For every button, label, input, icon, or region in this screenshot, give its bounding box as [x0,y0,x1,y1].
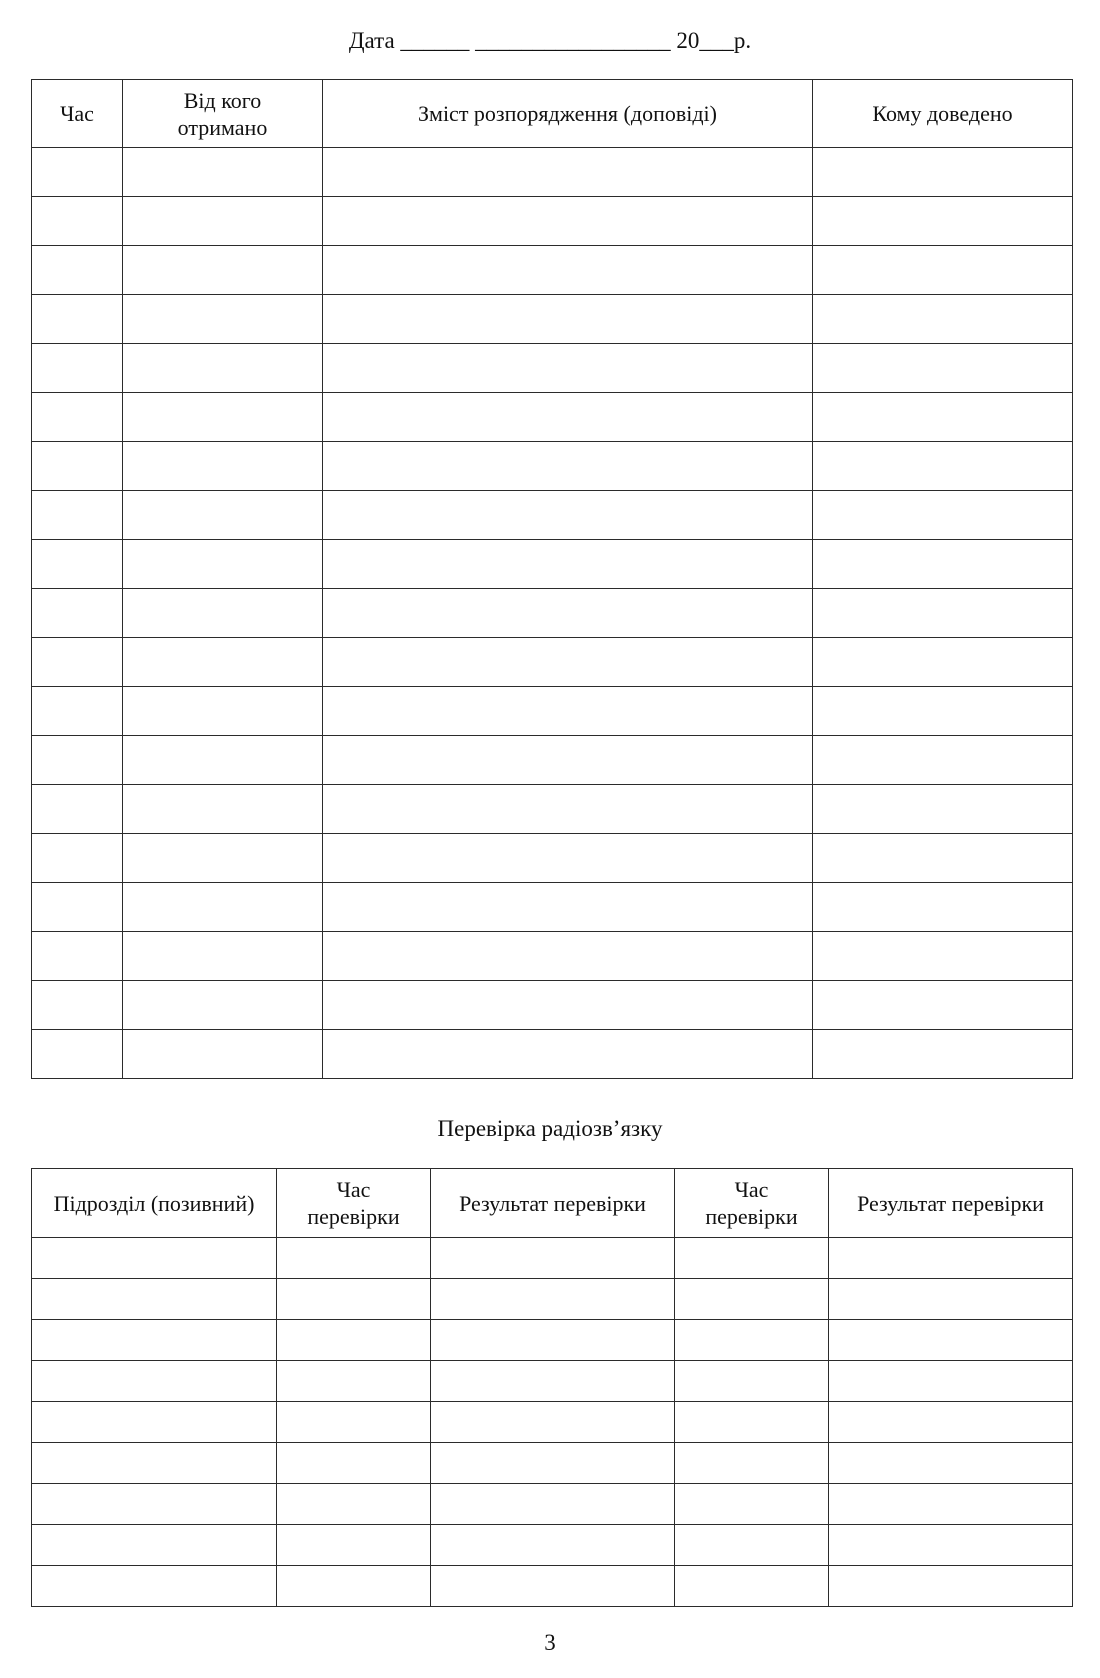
radio-table-row [32,1361,1073,1402]
radio-table-row [32,1238,1073,1279]
orders-table-row [32,148,1073,197]
orders-table-row [32,1030,1073,1079]
table-cell [431,1320,675,1361]
table-cell [323,638,813,687]
table-cell [829,1566,1073,1607]
table-cell [431,1238,675,1279]
radio-table-row [32,1484,1073,1525]
table-cell [32,932,123,981]
table-cell [813,393,1073,442]
table-cell [675,1361,829,1402]
table-cell [32,589,123,638]
orders-col-content: Зміст розпорядження (доповіді) [323,80,813,148]
table-cell [675,1279,829,1320]
table-cell [829,1238,1073,1279]
table-cell [675,1484,829,1525]
table-cell [323,932,813,981]
table-cell [32,442,123,491]
radio-col-unit-callsign: Підрозділ (позивний) [32,1169,277,1238]
table-cell [123,246,323,295]
table-cell [813,834,1073,883]
table-cell [323,883,813,932]
table-cell [323,540,813,589]
table-cell [323,197,813,246]
table-cell [829,1484,1073,1525]
table-cell [323,344,813,393]
table-cell [32,1030,123,1079]
table-cell [829,1402,1073,1443]
table-cell [32,785,123,834]
table-cell [32,834,123,883]
table-cell [123,148,323,197]
table-cell [123,442,323,491]
table-cell [32,1525,277,1566]
table-cell [323,393,813,442]
table-cell [32,736,123,785]
table-cell [813,295,1073,344]
orders-table-row [32,932,1073,981]
table-cell [32,393,123,442]
table-cell [32,1402,277,1443]
table-cell [323,981,813,1030]
table-cell [123,491,323,540]
table-cell [123,785,323,834]
table-cell [431,1402,675,1443]
radio-check-table [31,1168,1073,1607]
table-cell [675,1238,829,1279]
table-cell [277,1525,431,1566]
page-number: 3 [544,1630,556,1655]
table-cell [323,246,813,295]
table-cell [277,1484,431,1525]
table-cell [277,1361,431,1402]
table-cell [32,246,123,295]
table-cell [277,1402,431,1443]
table-cell [32,981,123,1030]
table-cell [32,491,123,540]
table-cell [123,638,323,687]
orders-col-delivered-to: Кому доведено [813,80,1073,148]
radio-table-row [32,1566,1073,1607]
orders-table-row [32,491,1073,540]
orders-table-row [32,638,1073,687]
table-cell [813,883,1073,932]
radio-col-check-result-1: Результат перевірки [431,1169,675,1238]
orders-table-row [32,589,1073,638]
table-cell [32,638,123,687]
table-cell [675,1525,829,1566]
table-cell [123,344,323,393]
orders-table-row [32,883,1073,932]
orders-table-row [32,442,1073,491]
table-cell [32,540,123,589]
orders-table-row [32,834,1073,883]
orders-table-row [32,981,1073,1030]
table-cell [32,295,123,344]
table-cell [813,785,1073,834]
orders-col-from-whom: Від кого отримано [123,80,323,148]
table-cell [675,1443,829,1484]
table-cell [277,1566,431,1607]
table-cell [277,1320,431,1361]
orders-table-row [32,785,1073,834]
table-cell [32,1238,277,1279]
table-cell [32,1566,277,1607]
table-cell [32,1361,277,1402]
table-cell [813,736,1073,785]
table-cell [123,981,323,1030]
radio-table-body [32,1238,1073,1607]
table-cell [431,1279,675,1320]
table-cell [32,148,123,197]
orders-table-row [32,540,1073,589]
orders-table-row [32,736,1073,785]
table-cell [431,1484,675,1525]
table-cell [829,1525,1073,1566]
orders-table-row [32,246,1073,295]
table-cell [323,491,813,540]
radio-col-check-result-2: Результат перевірки [829,1169,1073,1238]
table-cell [32,344,123,393]
table-cell [813,1030,1073,1079]
table-cell [32,883,123,932]
table-cell [32,1443,277,1484]
table-cell [829,1279,1073,1320]
table-cell [277,1279,431,1320]
table-cell [675,1566,829,1607]
table-cell [829,1443,1073,1484]
radio-table-row [32,1443,1073,1484]
table-cell [431,1525,675,1566]
table-cell [813,981,1073,1030]
table-cell [829,1361,1073,1402]
radio-col-check-time-2: Час перевірки [675,1169,829,1238]
table-cell [813,638,1073,687]
table-cell [323,1030,813,1079]
table-cell [813,246,1073,295]
table-cell [323,687,813,736]
table-cell [32,687,123,736]
table-cell [813,491,1073,540]
table-cell [123,834,323,883]
table-cell [123,540,323,589]
table-cell [277,1443,431,1484]
table-cell [123,932,323,981]
orders-table-row [32,344,1073,393]
table-cell [123,197,323,246]
date-line: Дата ______ _________________ 20___р. [348,28,752,53]
table-cell [32,1484,277,1525]
table-cell [813,197,1073,246]
table-cell [323,295,813,344]
table-cell [813,589,1073,638]
table-cell [675,1320,829,1361]
table-cell [32,1279,277,1320]
table-cell [323,785,813,834]
table-cell [323,589,813,638]
radio-table-row [32,1279,1073,1320]
orders-table-row [32,295,1073,344]
table-cell [32,197,123,246]
table-cell [323,736,813,785]
table-cell [123,295,323,344]
table-cell [123,883,323,932]
orders-table-row [32,393,1073,442]
table-cell [32,1320,277,1361]
orders-table-row [32,197,1073,246]
table-cell [123,687,323,736]
orders-header-row [32,80,1073,148]
table-cell [431,1361,675,1402]
table-cell [813,442,1073,491]
table-cell [277,1238,431,1279]
table-cell [123,1030,323,1079]
table-cell [431,1566,675,1607]
table-cell [431,1443,675,1484]
table-cell [123,736,323,785]
orders-log-table [31,79,1073,1079]
table-cell [829,1320,1073,1361]
table-cell [323,834,813,883]
table-cell [813,540,1073,589]
table-cell [323,148,813,197]
table-cell [813,932,1073,981]
orders-table-row [32,687,1073,736]
orders-table-body [32,148,1073,1079]
radio-col-check-time-1: Час перевірки [277,1169,431,1238]
table-cell [123,589,323,638]
table-cell [813,344,1073,393]
radio-check-title: Перевірка радіозв’язку [437,1116,663,1141]
table-cell [813,687,1073,736]
radio-table-row [32,1402,1073,1443]
table-cell [813,148,1073,197]
table-cell [323,442,813,491]
table-cell [123,393,323,442]
radio-table-row [32,1525,1073,1566]
orders-col-time: Час [32,80,123,148]
radio-table-row [32,1320,1073,1361]
table-cell [675,1402,829,1443]
radio-header-row [32,1169,1073,1238]
